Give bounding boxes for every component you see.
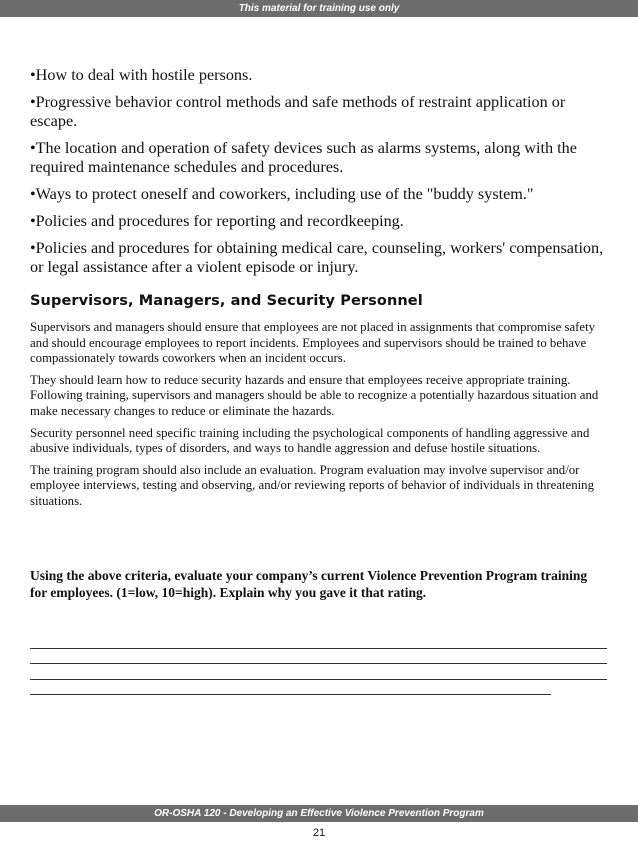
bullet-list <box>30 66 615 285</box>
bullet-item: •Progressive behavior control methods and safe methods of restraint application or escape. <box>30 93 566 130</box>
bullet-item: •Ways to protect oneself and coworkers, including use of the "buddy system." <box>30 185 534 203</box>
answer-line[interactable] <box>30 679 607 680</box>
paragraph: They should learn how to reduce security hazards and ensure that employees receive appropriate training. Following training, supervisors and managers should be able to recognize a potentially hazardous situation and make necessary changes to reduce or eliminate the hazards. <box>30 372 599 418</box>
bullet-item: •Policies and procedures for reporting and recordkeeping. <box>30 212 404 230</box>
page-number: 21 <box>312 827 326 839</box>
section-heading: Supervisors, Managers, and Security Personnel <box>30 293 423 309</box>
bullet-item: •Policies and procedures for obtaining medical care, counseling, workers' compensation, or legal assistance after a violent episode or injury. <box>30 239 604 276</box>
bullet-item: •How to deal with hostile persons. <box>30 66 253 84</box>
paragraph: Supervisors and managers should ensure that employees are not placed in assignments that compromise safety and should encourage employees to report incidents. Employees and supervisors should be trained to behave compassionately towards coworkers when an incident occurs. <box>30 320 596 366</box>
answer-line[interactable] <box>30 694 551 695</box>
bullet-item: •The location and operation of safety devices such as alarms systems, along with the required maintenance schedules and procedures. <box>30 139 577 176</box>
answer-line[interactable] <box>30 648 607 649</box>
footer-banner: OR-OSHA 120 - Developing an Effective Violence Prevention Program <box>0 805 638 822</box>
answer-line[interactable] <box>30 663 607 664</box>
header-banner: This material for training use only <box>0 0 638 17</box>
paragraph: Security personnel need specific training including the psychological components of handling aggressive and abusive individuals, types of disorders, and ways to handle aggression and defuse hostile situations. <box>30 425 590 456</box>
section-body <box>30 320 615 516</box>
paragraph: The training program should also include an evaluation. Program evaluation may involve supervisor and/or employee interviews, testing and observing, and/or reviewing reports of behavior of individuals in threatening situations. <box>30 462 594 508</box>
evaluation-prompt: Using the above criteria, evaluate your company’s current Violence Prevention Program training for employees. (1=low, 10=high). Explain why you gave it that rating. <box>30 568 588 600</box>
